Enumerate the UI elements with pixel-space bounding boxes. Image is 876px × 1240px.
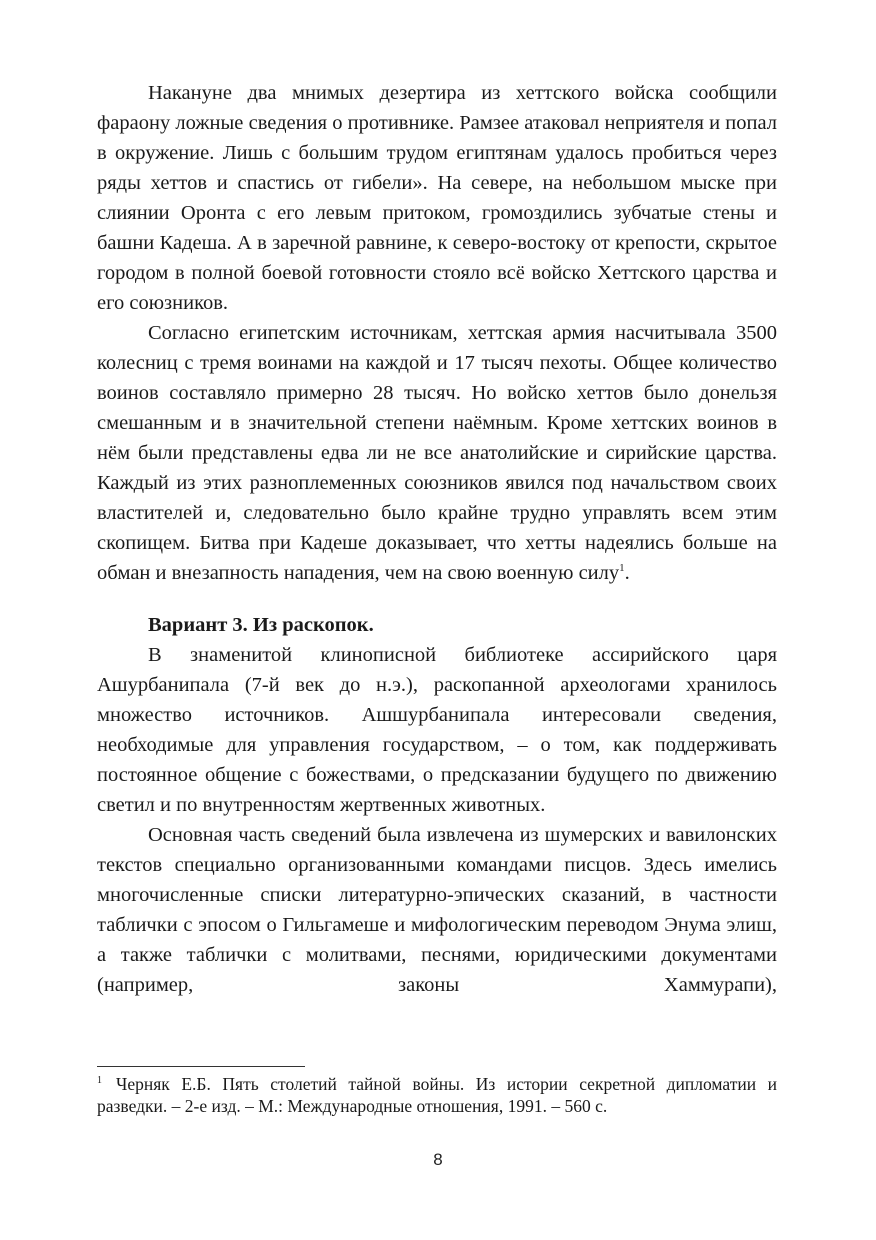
paragraph-3: В знаменитой клинописной библиотеке ассирийского царя Ашурбанипала (7-й век до н.э.), раскопанной археологами хранилось множество источников. Ашшурбанипала интересовали сведения, необходимые для управления государством, – о том, как поддерживать постоянное общение с божествами, о предсказании будущего по движению светил и по внутренностям жертвенных животных.: [97, 644, 777, 816]
footnote-number: 1: [97, 1075, 102, 1087]
page-body: [97, 78, 777, 1000]
paragraph-2-end: .: [624, 562, 630, 584]
paragraph-1: Накануне два мнимых дезертира из хеттского войска сообщили фараону ложные сведения о противнике. Рамзее атаковал неприятеля и попал в окружение. Лишь с большим трудом египтянам удалось пробиться через ряды хеттов и спастись от гибели». На севере, на небольшом мыске при слиянии Оронта с его левым притоком, громоздились зубчатые стены и башни Кадеша. А в заречной равнине, к северо-востоку от крепости, скрытое городом в полной боевой готовности стояло всё войско Хеттского царства и его союзников.: [97, 82, 777, 314]
page-number: 8: [433, 1150, 443, 1169]
paragraph-2-text: Согласно египетским источникам, хеттская армия насчитывала 3500 колесниц с тремя воинами на каждой и 17 тысяч пехоты. Общее количество воинов составляло примерно 28 тысяч. Но войско хеттов было донельзя смешанным и в значительной степени наёмным. Кроме хеттских воинов в нём были представлены едва ли не все анатолийские и сирийские царства. Каждый из этих разноплеменных союзников явился под начальством своих властителей и, следовательно было крайне трудно управлять всем этим скопищем. Битва при Кадеше доказывает, что хетты надеялись больше на обман и внезапность нападения, чем на свою военную силу: [97, 322, 777, 584]
footnote-divider: [97, 1066, 305, 1067]
section-heading: Вариант 3. Из раскопок.: [148, 614, 374, 636]
paragraph-4: Основная часть сведений была извлечена из шумерских и вавилонских текстов специально организованными командами писцов. Здесь имелись многочисленные списки литературно-эпических сказаний, в частности таблички с эпосом о Гильгамеше и мифологическим переводом Энума элиш, а также таблички с молитвами, песнями, юридическими документами (например, законы Хаммурапи),: [97, 824, 777, 996]
footnote-text: Черняк Е.Б. Пять столетий тайной войны. Из истории секретной дипломатии и разведки. – 2-е изд. – М.: Международные отношения, 1991. – 560 с.: [97, 1074, 777, 1116]
paragraph-2: [97, 318, 777, 588]
footnote: [97, 1073, 777, 1117]
footnote-reference[interactable]: 1: [619, 562, 625, 575]
